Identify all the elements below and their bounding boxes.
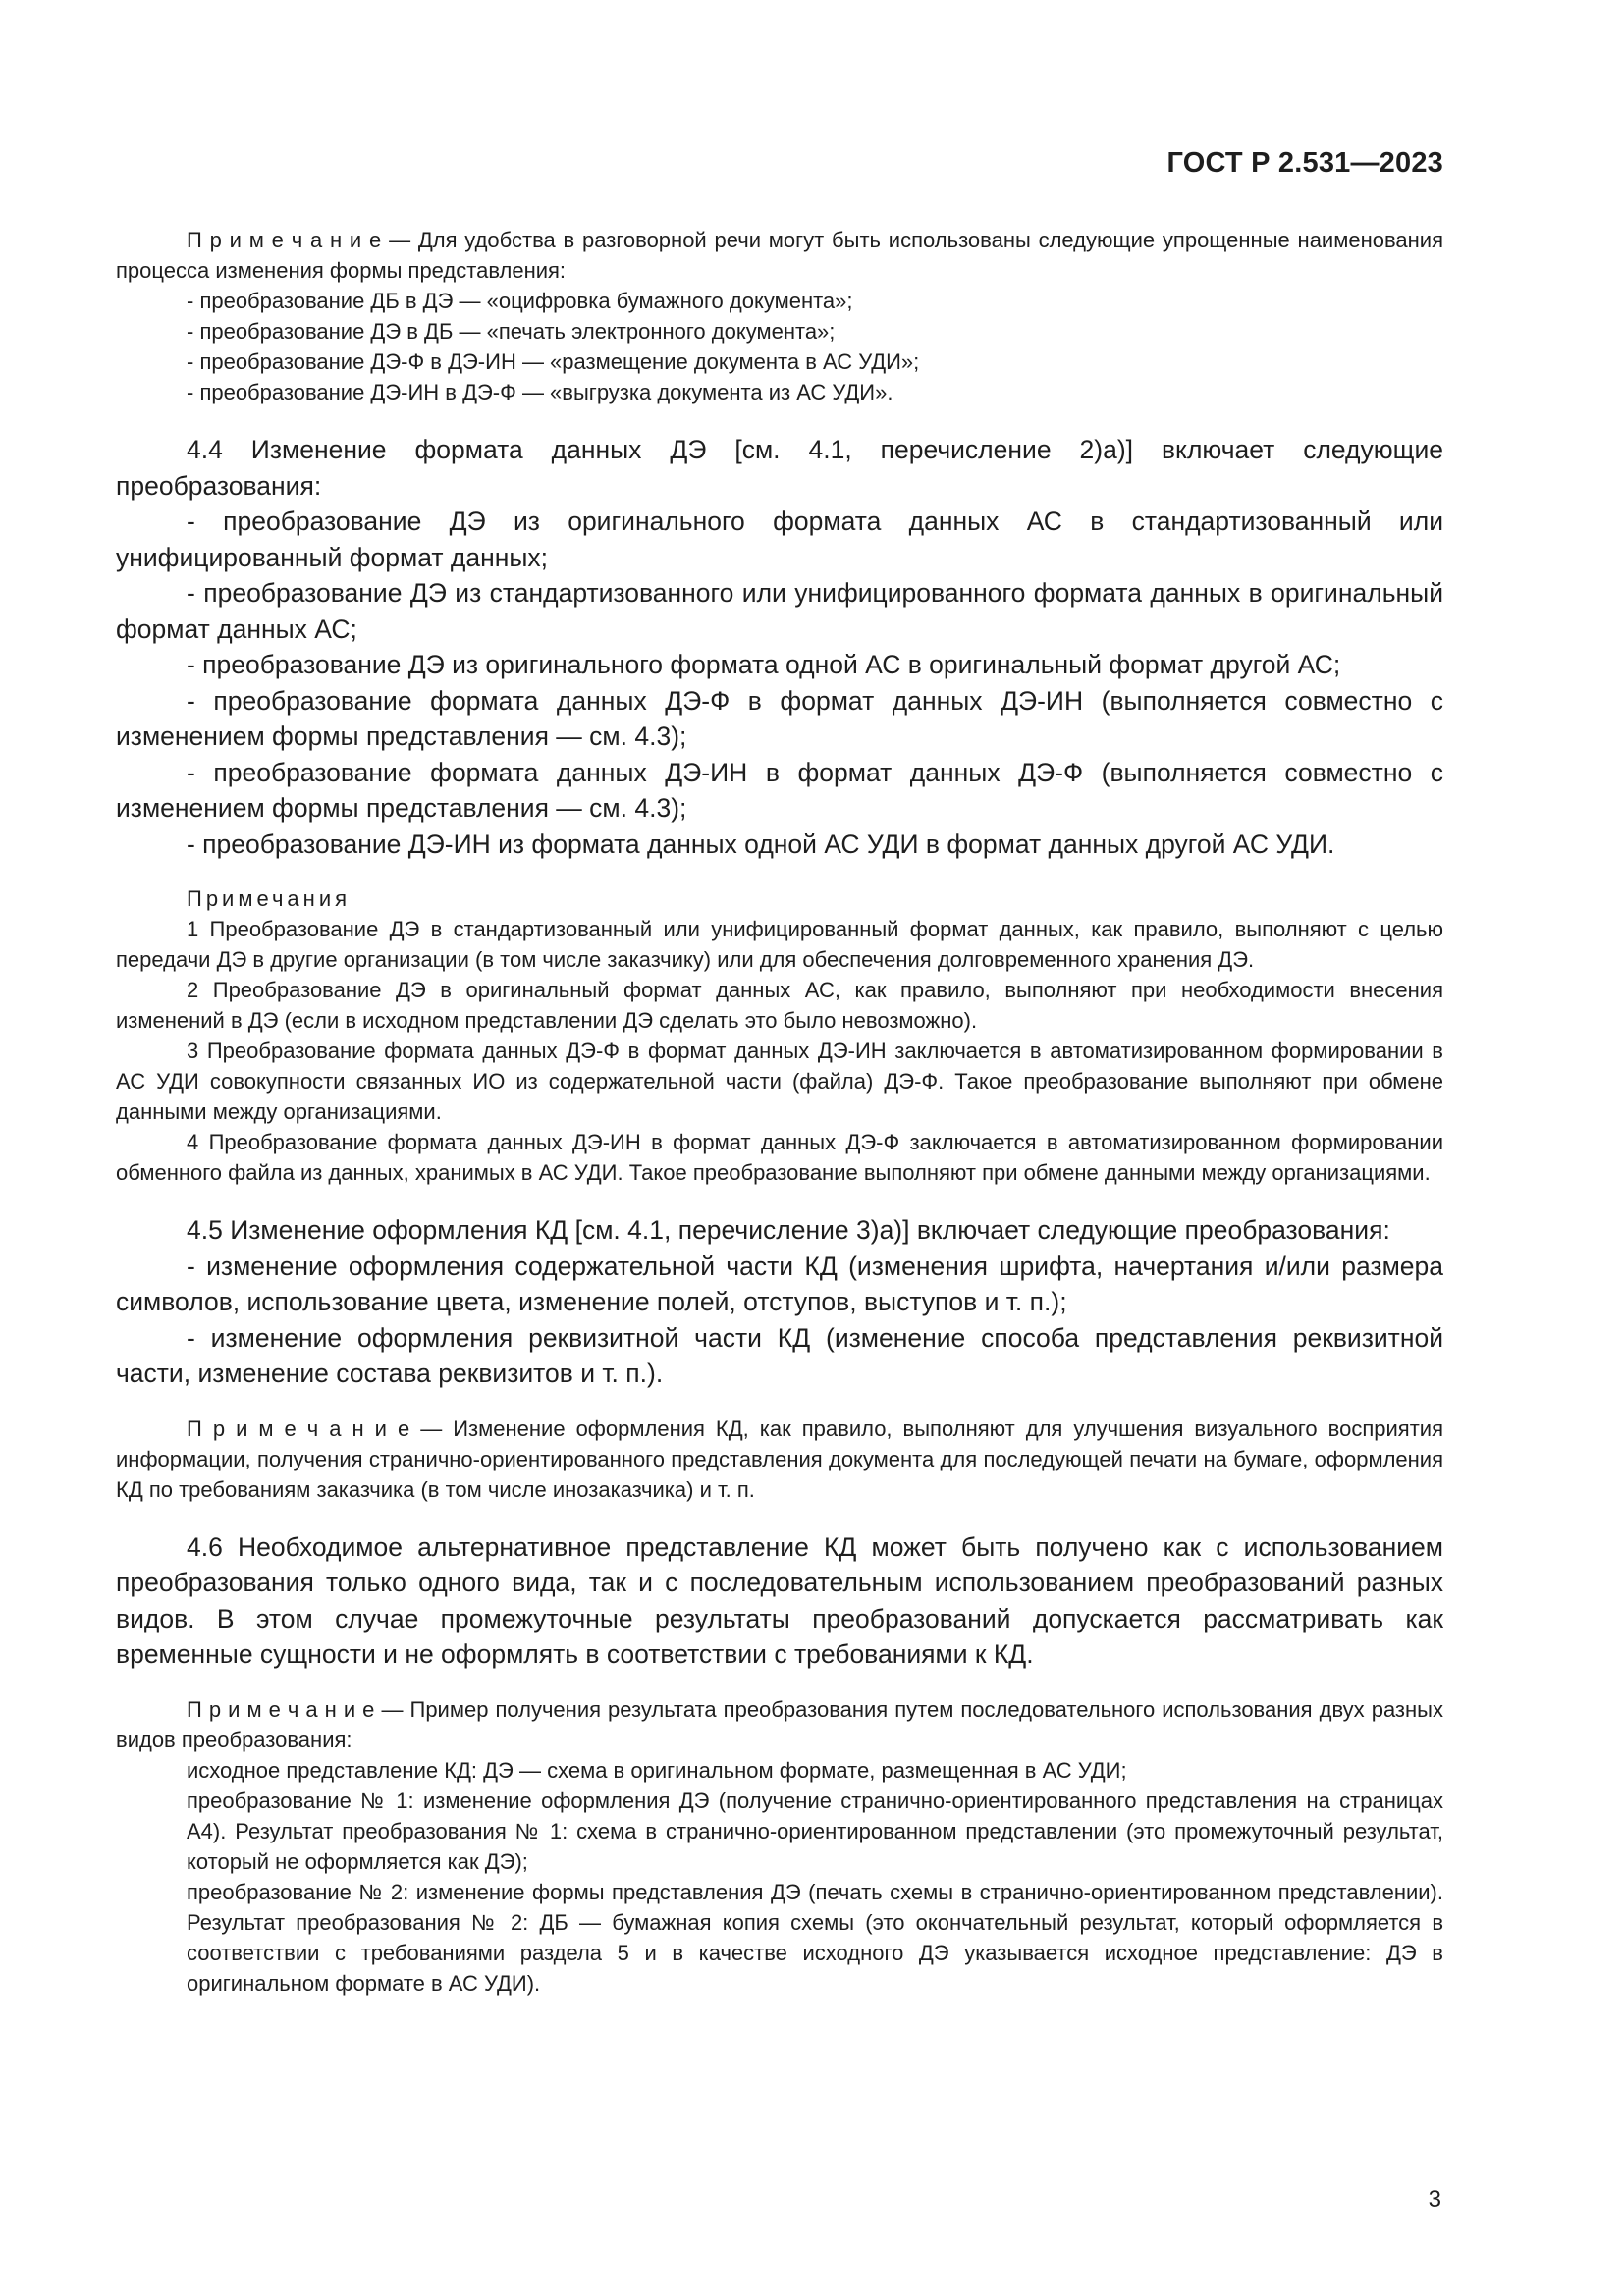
list-item: - изменение оформления реквизитной части КД (изменение способа представления реквизитной части, изменение состава реквизитов и т. п.). [116,1322,1443,1388]
page-number: 3 [1428,2186,1441,2213]
notes-label: Примечания [187,886,352,911]
section-4-5 [116,1212,1443,1392]
list-item: - преобразование формата данных ДЭ-Ф в формат данных ДЭ-ИН (выполняется совместно с изменением формы представления — см. 4.3); [116,685,1443,751]
note-name-simplifications [116,225,1443,407]
list-item: - преобразование ДЭ-ИН из формата данных одной АС УДИ в формат данных другой АС УДИ. [187,828,1335,859]
list-item: - преобразование ДБ в ДЭ — «оцифровка бумажного документа»; [187,289,853,313]
list-item: - преобразование формата данных ДЭ-ИН в формат данных ДЭ-Ф (выполняется совместно с изменением формы представления — см. 4.3); [116,757,1443,823]
note-4-5 [116,1414,1443,1505]
list-item: - преобразование ДЭ из оригинального формата одной АС в оригинальный формат другой АС; [187,650,1341,679]
example-item: исходное представление КД: ДЭ — схема в оригинальном формате, размещенная в АС УДИ; [187,1757,1127,1783]
section-4-5-lead: 4.5 Изменение оформления КД [см. 4.1, перечисление 3)а)] включает следующие преобразования: [187,1215,1390,1245]
note-4-6 [116,1694,1443,1999]
note-label: П р и м е ч а н и е [187,1696,375,1722]
list-item: - изменение оформления содержательной части КД (изменения шрифта, начертания и/или размера символов, использование цвета, изменение полей, отступов, выступов и т. п.); [116,1251,1443,1316]
list-item: - преобразование ДЭ-Ф в ДЭ-ИН — «размещение документа в АС УДИ»; [187,349,920,374]
note-text: П р и м е ч а н и е — Изменение оформления КД, как правило, выполняют для улучшения визуального восприятия информации, получения странично-ориентированного представления документа для последующей печати на бумаге, оформления КД по требованиям заказчика (в том числе инозаказчика) и т. п. [116,1415,1443,1502]
example-item: преобразование № 1: изменение оформления ДЭ (получение странично-ориентированного представления на страницах А4). Результат преобразования № 1: схема в странично-ориентированном представлении (это промежуточный результат, который не оформляется как ДЭ); [187,1788,1443,1874]
example-item: преобразование № 2: изменение формы представления ДЭ (печать схемы в странично-ориентированном представлении). Результат преобразования № 2: ДБ — бумажная копия схемы (это окончательный результат, который оформляется в соответствии с требованиями раздела 5 и в качестве исходного ДЭ указывается исходное представление: ДЭ в оригинальном формате в АС УДИ). [187,1879,1443,1996]
note-intro: П р и м е ч а н и е — Пример получения результата преобразования путем последовательного использования двух разных видов преобразования: [116,1696,1443,1752]
note-item: 1 Преобразование ДЭ в стандартизованный или унифицированный формат данных, как правило, выполняют с целью передачи ДЭ в другие организации (в том числе заказчику) или для обеспечения долговременного хранения ДЭ. [116,917,1443,972]
list-item: - преобразование ДЭ из стандартизованного или унифицированного формата данных в оригинальный формат данных АС; [116,578,1443,644]
section-4-4-lead: 4.4 Изменение формата данных ДЭ [см. 4.1, перечисление 2)а)] включает следующие преобразования: [116,435,1443,501]
page-content [116,225,1443,1999]
standard-code: ГОСТ Р 2.531—2023 [1166,147,1443,179]
note-item: 4 Преобразование формата данных ДЭ-ИН в формат данных ДЭ-Ф заключается в автоматизированном формировании обменного файла из данных, хранимых в АС УДИ. Такое преобразование выполняют при обмене данными между организациями. [116,1130,1443,1185]
section-4-4 [116,432,1443,862]
list-item: - преобразование ДЭ-ИН в ДЭ-Ф — «выгрузка документа из АС УДИ». [187,380,893,404]
note-item: 2 Преобразование ДЭ в оригинальный формат данных АС, как правило, выполняют при необходимости внесения изменений в ДЭ (если в исходном представлении ДЭ сделать это было невозможно). [116,978,1443,1033]
notes-4-4 [116,883,1443,1188]
note-label: П р и м е ч а н и е [187,1415,410,1441]
note-label: П р и м е ч а н и е [187,228,382,252]
section-4-6 [116,1529,1443,1673]
note-item: 3 Преобразование формата данных ДЭ-Ф в формат данных ДЭ-ИН заключается в автоматизированном формировании в АС УДИ совокупности связанных ИО из содержательной части (файла) ДЭ-Ф. Такое преобразование выполняют при обмене данными между организациями. [116,1039,1443,1124]
note-intro: П р и м е ч а н и е — Для удобства в разговорной речи могут быть использованы следующие упрощенные наименования процесса изменения формы представления: [116,228,1443,283]
section-4-6-text: 4.6 Необходимое альтернативное представление КД может быть получено как с использованием преобразования только одного вида, так и с последовательным использованием преобразований разных видов. В этом случае промежуточные результаты преобразований допускается рассматривать как временные сущности и не оформлять в соответствии с требованиями к КД. [116,1531,1443,1669]
list-item: - преобразование ДЭ из оригинального формата данных АС в стандартизованный или унифицированный формат данных; [116,507,1443,572]
list-item: - преобразование ДЭ в ДБ — «печать электронного документа»; [187,319,836,344]
